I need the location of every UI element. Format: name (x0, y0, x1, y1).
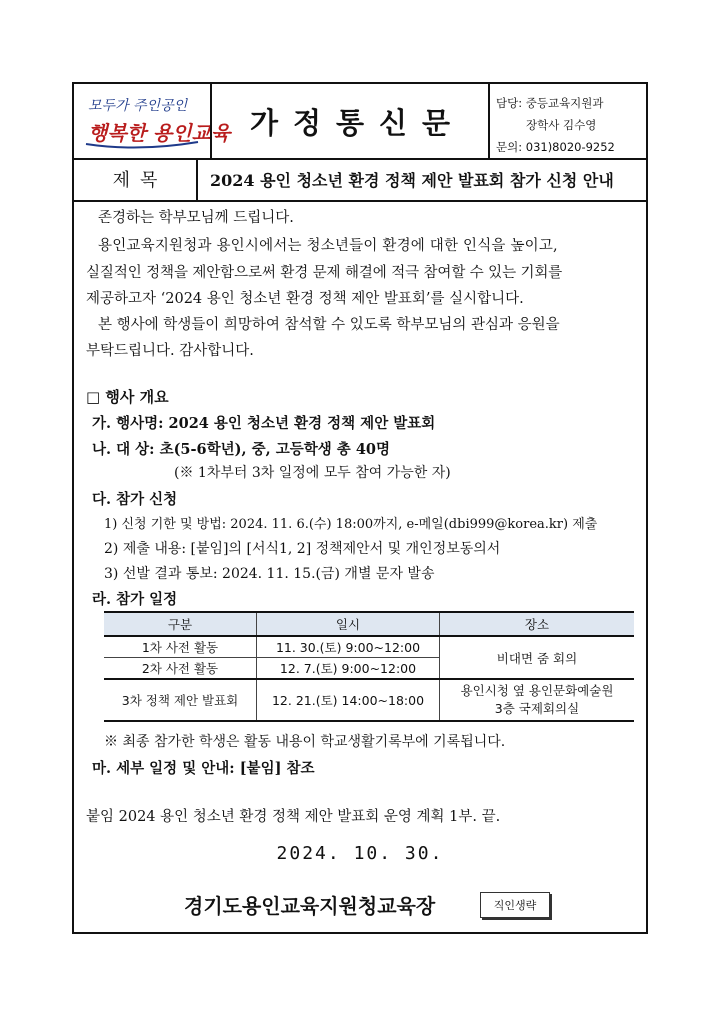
doc-title: 가정통신문 (210, 84, 490, 158)
cell-date: 12. 7.(토) 9:00~12:00 (257, 658, 440, 680)
intro-line-4: 본 행사에 학생들이 희망하여 참석할 수 있도록 학부모님의 관심과 응원을 (98, 317, 560, 333)
subject-text: 2024 용인 청소년 환경 정책 제안 발표회 참가 신청 안내 (210, 170, 614, 190)
logo (78, 88, 231, 154)
item-da: 다. 참가 신청 (92, 491, 178, 508)
item-da-3: 3) 선발 결과 통보: 2024. 11. 15.(금) 개별 문자 발송 (104, 566, 435, 582)
cell-place-offline (440, 679, 635, 721)
item-ga: 가. 행사명: 2024 용인 청소년 환경 정책 제안 발표회 (92, 415, 436, 432)
subject-row (74, 158, 646, 202)
th-place: 장소 (440, 612, 635, 636)
greeting: 존경하는 학부모님께 드립니다. (98, 210, 294, 226)
item-na-note: (※ 1차부터 3차 일정에 모두 참여 가능한 자) (174, 465, 451, 481)
issue-date: 2024. 10. 30. (276, 843, 444, 864)
cell-type: 1차 사전 활동 (104, 636, 257, 658)
logo-text-2: 행복한 용인교육 (88, 121, 231, 145)
item-da-1: 1) 신청 기한 및 방법: 2024. 11. 6.(수) 18:00까지, e-메일(dbi999@korea.kr) 제출 (104, 517, 598, 532)
attachment-line: 붙임 2024 용인 청소년 환경 정책 제안 발표회 운영 계획 1부. 끝. (86, 809, 501, 825)
cell-place-online: 비대면 줌 회의 (440, 636, 635, 679)
th-date: 일시 (257, 612, 440, 636)
stamp-omitted-box: 직인생략 (480, 892, 550, 918)
section-heading: □ 행사 개요 (86, 388, 169, 406)
item-na: 나. 대 상: 초(5-6학년), 중, 고등학생 총 40명 (92, 441, 391, 458)
header (74, 84, 646, 160)
logo-text-1: 모두가 주인공인 (88, 98, 188, 114)
intro-line-1: 용인교육지원청과 용인시에서는 청소년들이 환경에 대한 인식을 높이고, (98, 238, 558, 254)
item-ma: 마. 세부 일정 및 안내: [붙임] 참조 (92, 760, 315, 777)
cell-type: 3차 정책 제안 발표회 (104, 679, 257, 721)
contact-phone: 문의: 031)8020-9252 (496, 140, 615, 154)
th-type: 구분 (104, 612, 257, 636)
place-offline-line-2: 3층 국제회의실 (494, 701, 580, 716)
item-da-2: 2) 제출 내용: [붙임]의 [서식1, 2] 정책제안서 및 개인정보동의서 (104, 541, 501, 557)
place-offline-line-1: 용인시청 옆 용인문화예술원 (460, 683, 614, 698)
sender: 경기도용인교육지원청교육장 (184, 894, 436, 918)
subject-label: 제목 (74, 158, 198, 200)
intro-line-2: 실질적인 정책을 제안함으로써 환경 문제 해결에 적극 참여할 수 있는 기회를 (86, 265, 563, 281)
intro-line-3: 제공하고자 ‘2024 용인 청소년 환경 정책 제안 발표회’를 실시합니다. (86, 291, 524, 307)
intro-line-5: 부탁드립니다. 감사합니다. (86, 343, 254, 359)
cell-date: 11. 30.(토) 9:00~12:00 (257, 636, 440, 658)
cell-date: 12. 21.(토) 14:00~18:00 (257, 679, 440, 721)
table-row (104, 679, 634, 721)
table-row (104, 636, 634, 658)
record-note: ※ 최종 참가한 학생은 활동 내용이 학교생활기록부에 기록됩니다. (104, 734, 506, 750)
schedule-table (104, 611, 634, 722)
item-ra: 라. 참가 일정 (92, 591, 178, 608)
contact-dept: 담당: 중등교육지원과 (496, 96, 604, 110)
contact-person: 장학사 김수영 (526, 118, 597, 132)
cell-type: 2차 사전 활동 (104, 658, 257, 680)
contact-info (496, 92, 646, 158)
